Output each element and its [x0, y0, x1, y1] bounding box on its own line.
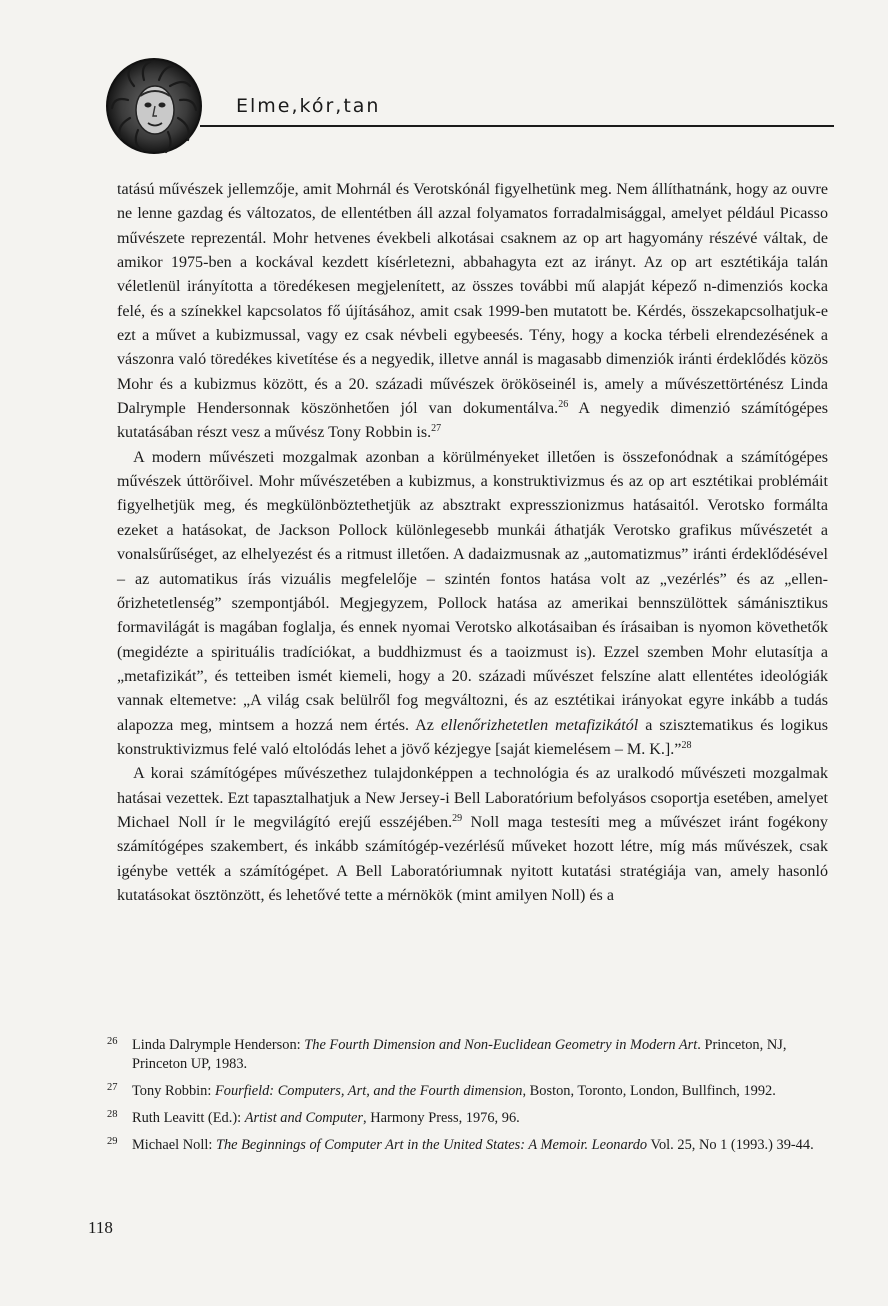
- italic-text: Artist and Computer: [244, 1110, 364, 1127]
- footnote-text: [132, 1036, 829, 1073]
- footnote: [107, 1082, 829, 1101]
- footnote-text: [132, 1082, 829, 1101]
- text-run: Ruth Leavitt (Ed.):: [132, 1110, 245, 1127]
- running-header: [104, 56, 834, 156]
- page-number: 118: [88, 1218, 113, 1237]
- italic-text: ellenőrizhetetlen metafizikától: [440, 716, 639, 734]
- footnote-number: 28: [107, 1109, 118, 1121]
- text-run: Noll maga testesíti meg a művészet iránt fogékony számítógépes szakembert, és inkább számítógép-vezérlésű műveket hozott létre, míg más művészek, csak igénybe vették a számítógépet. A Bell Laboratóriumnak nyitott kutatási stratégiája van, amely hasonló kutatásokat ösztönzött, és lehetővé tette a mérnökök (mint amilyen Noll) és a: [117, 813, 828, 904]
- text-run: . Princeton, NJ, Princeton UP, 1983.: [132, 1037, 787, 1072]
- footnotes: [107, 1036, 829, 1164]
- footnote-text: [132, 1136, 829, 1155]
- footnote: [107, 1109, 829, 1128]
- footnote-ref: 27: [431, 423, 442, 435]
- footnote-text: [132, 1109, 829, 1128]
- paragraph: [117, 446, 828, 762]
- text-run: A negyedik dimenzió számítógépes kutatásában részt vesz a művész Tony Robbin is.: [117, 400, 828, 442]
- footnote: [107, 1136, 829, 1155]
- body-text: [117, 178, 828, 908]
- footnote: [107, 1036, 829, 1073]
- text-run: tatású művészek jellemzője, amit Mohrnál és Verotskónál figyelhetünk meg. Nem állíthatnánk, hogy az ouvre ne lenne gazdag és változatos, de ellentétben áll azzal folyamatos forradalmisággal, amelyet például Picasso művészete reprezentál. Mohr hetvenes évekbeli alkotásai csaknem az op art hagyomány részévé váltak, de amikor 1975-ben a kockával kezdett kísérletezni, abbahagyta ezt az irányt. Az op art esztétikája talán véletlenül irányította a töredékesen megjelenített, az összes további mű alapját képező n-dimenziós kocka felé, és a színekkel kapcsolatos fő újításához, amit csak 1999-ben mutatott be. Kérdés, összekapcsolhatjuk-e ezt a művet a kubizmussal, vagy ez csak névbeli egybeesés. Tény, hogy a kocka térbeli elrendezésének a vászonra való töredékes kivetítése és a negyedik, illetve annál is magasabb dimenziók iránti érdeklődés közös Mohr és a kubizmus között, és a 20. századi művészek örököseinél is, amely a művészettörténész Linda Dalrymple Hendersonnak köszönhetően jól van dokumentálva.: [117, 181, 828, 418]
- footnote-number: 29: [107, 1136, 118, 1148]
- medusa-head-emblem-icon: [104, 56, 204, 156]
- paragraph: [117, 762, 828, 908]
- text-run: a szisztematikus és logikus konstruktivizmus felé való eltolódás lehet a jövő kézjegye [saját kiemelésem – M. K.].”: [117, 716, 828, 758]
- footnote-ref: 26: [558, 399, 569, 411]
- text-run: Michael Noll:: [132, 1137, 216, 1154]
- journal-title: Elme,kór,tan: [236, 95, 381, 117]
- footnote-number: 27: [107, 1081, 118, 1093]
- footnote-ref: 28: [681, 739, 692, 751]
- text-run: Tony Robbin:: [132, 1082, 215, 1099]
- text-run: , Harmony Press, 1976, 96.: [363, 1110, 520, 1127]
- footnote-ref: 29: [452, 812, 463, 824]
- italic-text: The Fourth Dimension and Non-Euclidean Geometry in Modern Art: [304, 1037, 698, 1053]
- paragraph: [117, 178, 828, 446]
- text-run: Vol. 25, No 1 (1993.) 39-44.: [647, 1137, 814, 1154]
- footnote-number: 26: [107, 1036, 118, 1047]
- italic-text: Fourfield: Computers, Art, and the Fourth dimension: [214, 1082, 523, 1099]
- text-run: , Boston, Toronto, London, Bullfinch, 1992.: [522, 1082, 776, 1099]
- text-run: A modern művészeti mozgalmak azonban a körülményeket illetően is összefonódnak a számítógépes művészek úttörőivel. Mohr művészetében a kubizmus, a konstruktivizmus és az op art esztétikai problémáit figyelhetjük meg, és megkülönböztethetjük az absztrakt expresszionizmus hatásaitól. Verotsko formálta ezeket a hatásokat, de Jackson Pollock különlegesebb munkái áthatják Verotsko grafikus művészetét a vonalsűrűséget, az elhelyezést és a ritmust illetően. A dadaizmusnak az „automatizmus” iránti érdeklődésével – az automatikus írás vizuális megfelelője – szintén fontos hatása volt az „vezérlés” és az „ellenőrizhetetlenség” szempontjából. Megjegyzem, Pollock hatása az amerikai bennszülöttek sámánisztikus formavilágát is magában foglalja, és ennek nyomai Verotsko alkotásaiban és írásaiban is nyomon követhetők (megidézte a spirituális tradíciókat, a buddhizmust és a taoizmust is). Ezzel szemben Mohr elutasítja a „metafizikát”, és tetteiben ismét kiemeli, hogy a 20. századi művészet felszíne alatt ellentétes ideológiák vannak eltemetve: „A világ csak belülről fog megváltozni, és az esztétikai irányokat egyre inkább a tudás alapozza meg, mintsem a hozzá nem értés. Az: [117, 448, 828, 734]
- text-run: Linda Dalrymple Henderson:: [132, 1037, 305, 1053]
- text-run: A korai számítógépes művészethez tulajdonképpen a technológia és az uralkodó művészeti mozgalmak hatásai vezettek. Ezt tapasztalhatjuk a New Jersey-i Bell Laboratórium befolyásos csoportja esetében, amelyet Michael Noll ír le megvilágító erejű esszéjében.: [117, 765, 828, 831]
- italic-text: The Beginnings of Computer Art in the United States: A Memoir. Leonardo: [215, 1137, 648, 1154]
- header-rule: [200, 125, 834, 127]
